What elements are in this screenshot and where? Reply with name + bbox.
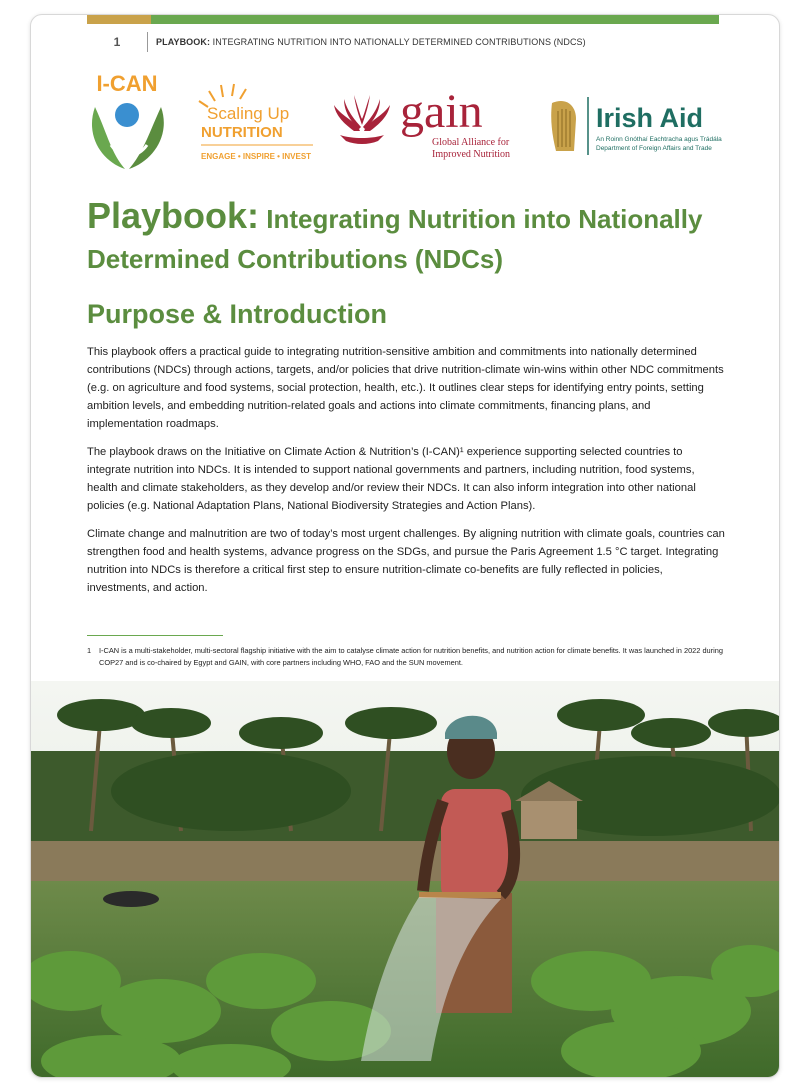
paragraph-3: Climate change and malnutrition are two of today’s most urgent challenges. By aligning nutrition with climate goals, countries can strengthen food and health systems, advance progress on the SDGs, and pursue the Paris Agreement 1.5 °C target. Integrating nutrition into NDCs is therefore a critical first step to ensure nutrition-climate co-benefits are fully reflected in policies, investments, and action.: [87, 528, 725, 594]
gain-logo: [326, 87, 526, 167]
page-number: 1: [87, 32, 148, 52]
document-page: [30, 14, 780, 1078]
ican-blue-dot-icon: [115, 103, 139, 127]
irish-aid-logo: [546, 95, 731, 165]
irish-aid-wordmark: Irish Aid: [596, 103, 704, 133]
document-title: [87, 197, 747, 278]
gain-wordmark: gain: [400, 87, 483, 138]
gain-emblem-icon: [334, 95, 390, 144]
section-heading: Purpose & Introduction: [87, 299, 387, 329]
sun-logo-line1: Scaling Up: [207, 104, 290, 123]
title-lead: Playbook:: [87, 195, 260, 236]
running-header: [87, 31, 719, 53]
footnote-number: 1: [87, 646, 92, 655]
bucket-icon: [103, 891, 159, 907]
title-rest: Integrating Nutrition into Nationally Determined Contributions (NDCs): [87, 204, 703, 274]
section-body: [87, 343, 727, 607]
footnote: [87, 645, 727, 669]
top-bar-green-segment: [151, 15, 719, 24]
running-title-bold: PLAYBOOK:: [156, 37, 211, 47]
top-bar-gold-segment: [87, 15, 151, 24]
gain-line1: Global Alliance for: [432, 137, 510, 148]
ican-logo-text: I-CAN: [96, 71, 158, 96]
irish-aid-line1: An Roinn Gnóthaí Eachtracha agus Trádála: [596, 136, 722, 143]
sun-logo: [191, 77, 316, 167]
gain-line2: Improved Nutrition: [432, 149, 511, 160]
irish-aid-line2: Department of Foreign Affairs and Trade: [596, 145, 712, 152]
harp-icon: [551, 101, 576, 151]
paragraph-2: The playbook draws on the Initiative on Climate Action & Nutrition’s (I-CAN)¹ experience supporting selected countries to integrate nutrition into NDCs. It is intended to support national governments and partners, including nutrition, food systems, health and climate stakeholders, as they develop and/or review their NDCs. It can also inform integration into other national policies (e.g. National Adaptation Plans, National Biodiversity Strategies and Action Plans).: [87, 446, 696, 512]
ican-logo: [81, 67, 181, 177]
footnote-text: I-CAN is a multi-stakeholder, multi-sectoral flagship initiative with the aim to catalyse climate action for nutrition benefits, and nutrition action for climate benefits. It was launched in 2022 during COP27 and is co-chaired by Egypt and GAIN, with core partners including WHO, FAO and the SUN movement.: [99, 646, 723, 667]
top-color-bar: [87, 15, 719, 24]
sun-logo-line2: NUTRITION: [201, 124, 283, 141]
cover-photo: [31, 681, 779, 1077]
running-title-rest: INTEGRATING NUTRITION INTO NATIONALLY DETERMINED CONTRIBUTIONS (NDCS): [210, 37, 586, 47]
sun-logo-tagline: ENGAGE • INSPIRE • INVEST: [201, 152, 312, 161]
partner-logos: [81, 67, 731, 177]
footnote-divider: [87, 635, 223, 636]
running-title: [148, 37, 586, 47]
paragraph-1: This playbook offers a practical guide to integrating nutrition-sensitive ambition and commitments into nationally determined contributions (NDCs) through actions, targets, and/or policies that drive nutrition-climate win-wins within other NDC commitments (e.g. on agriculture and food systems, social protection, health, etc.). It outlines clear steps for identifying entry points, setting ambition levels, and embedding nutrition-related goals and actions into climate commitments, financing plans, and implementation roadmaps.: [87, 346, 724, 430]
